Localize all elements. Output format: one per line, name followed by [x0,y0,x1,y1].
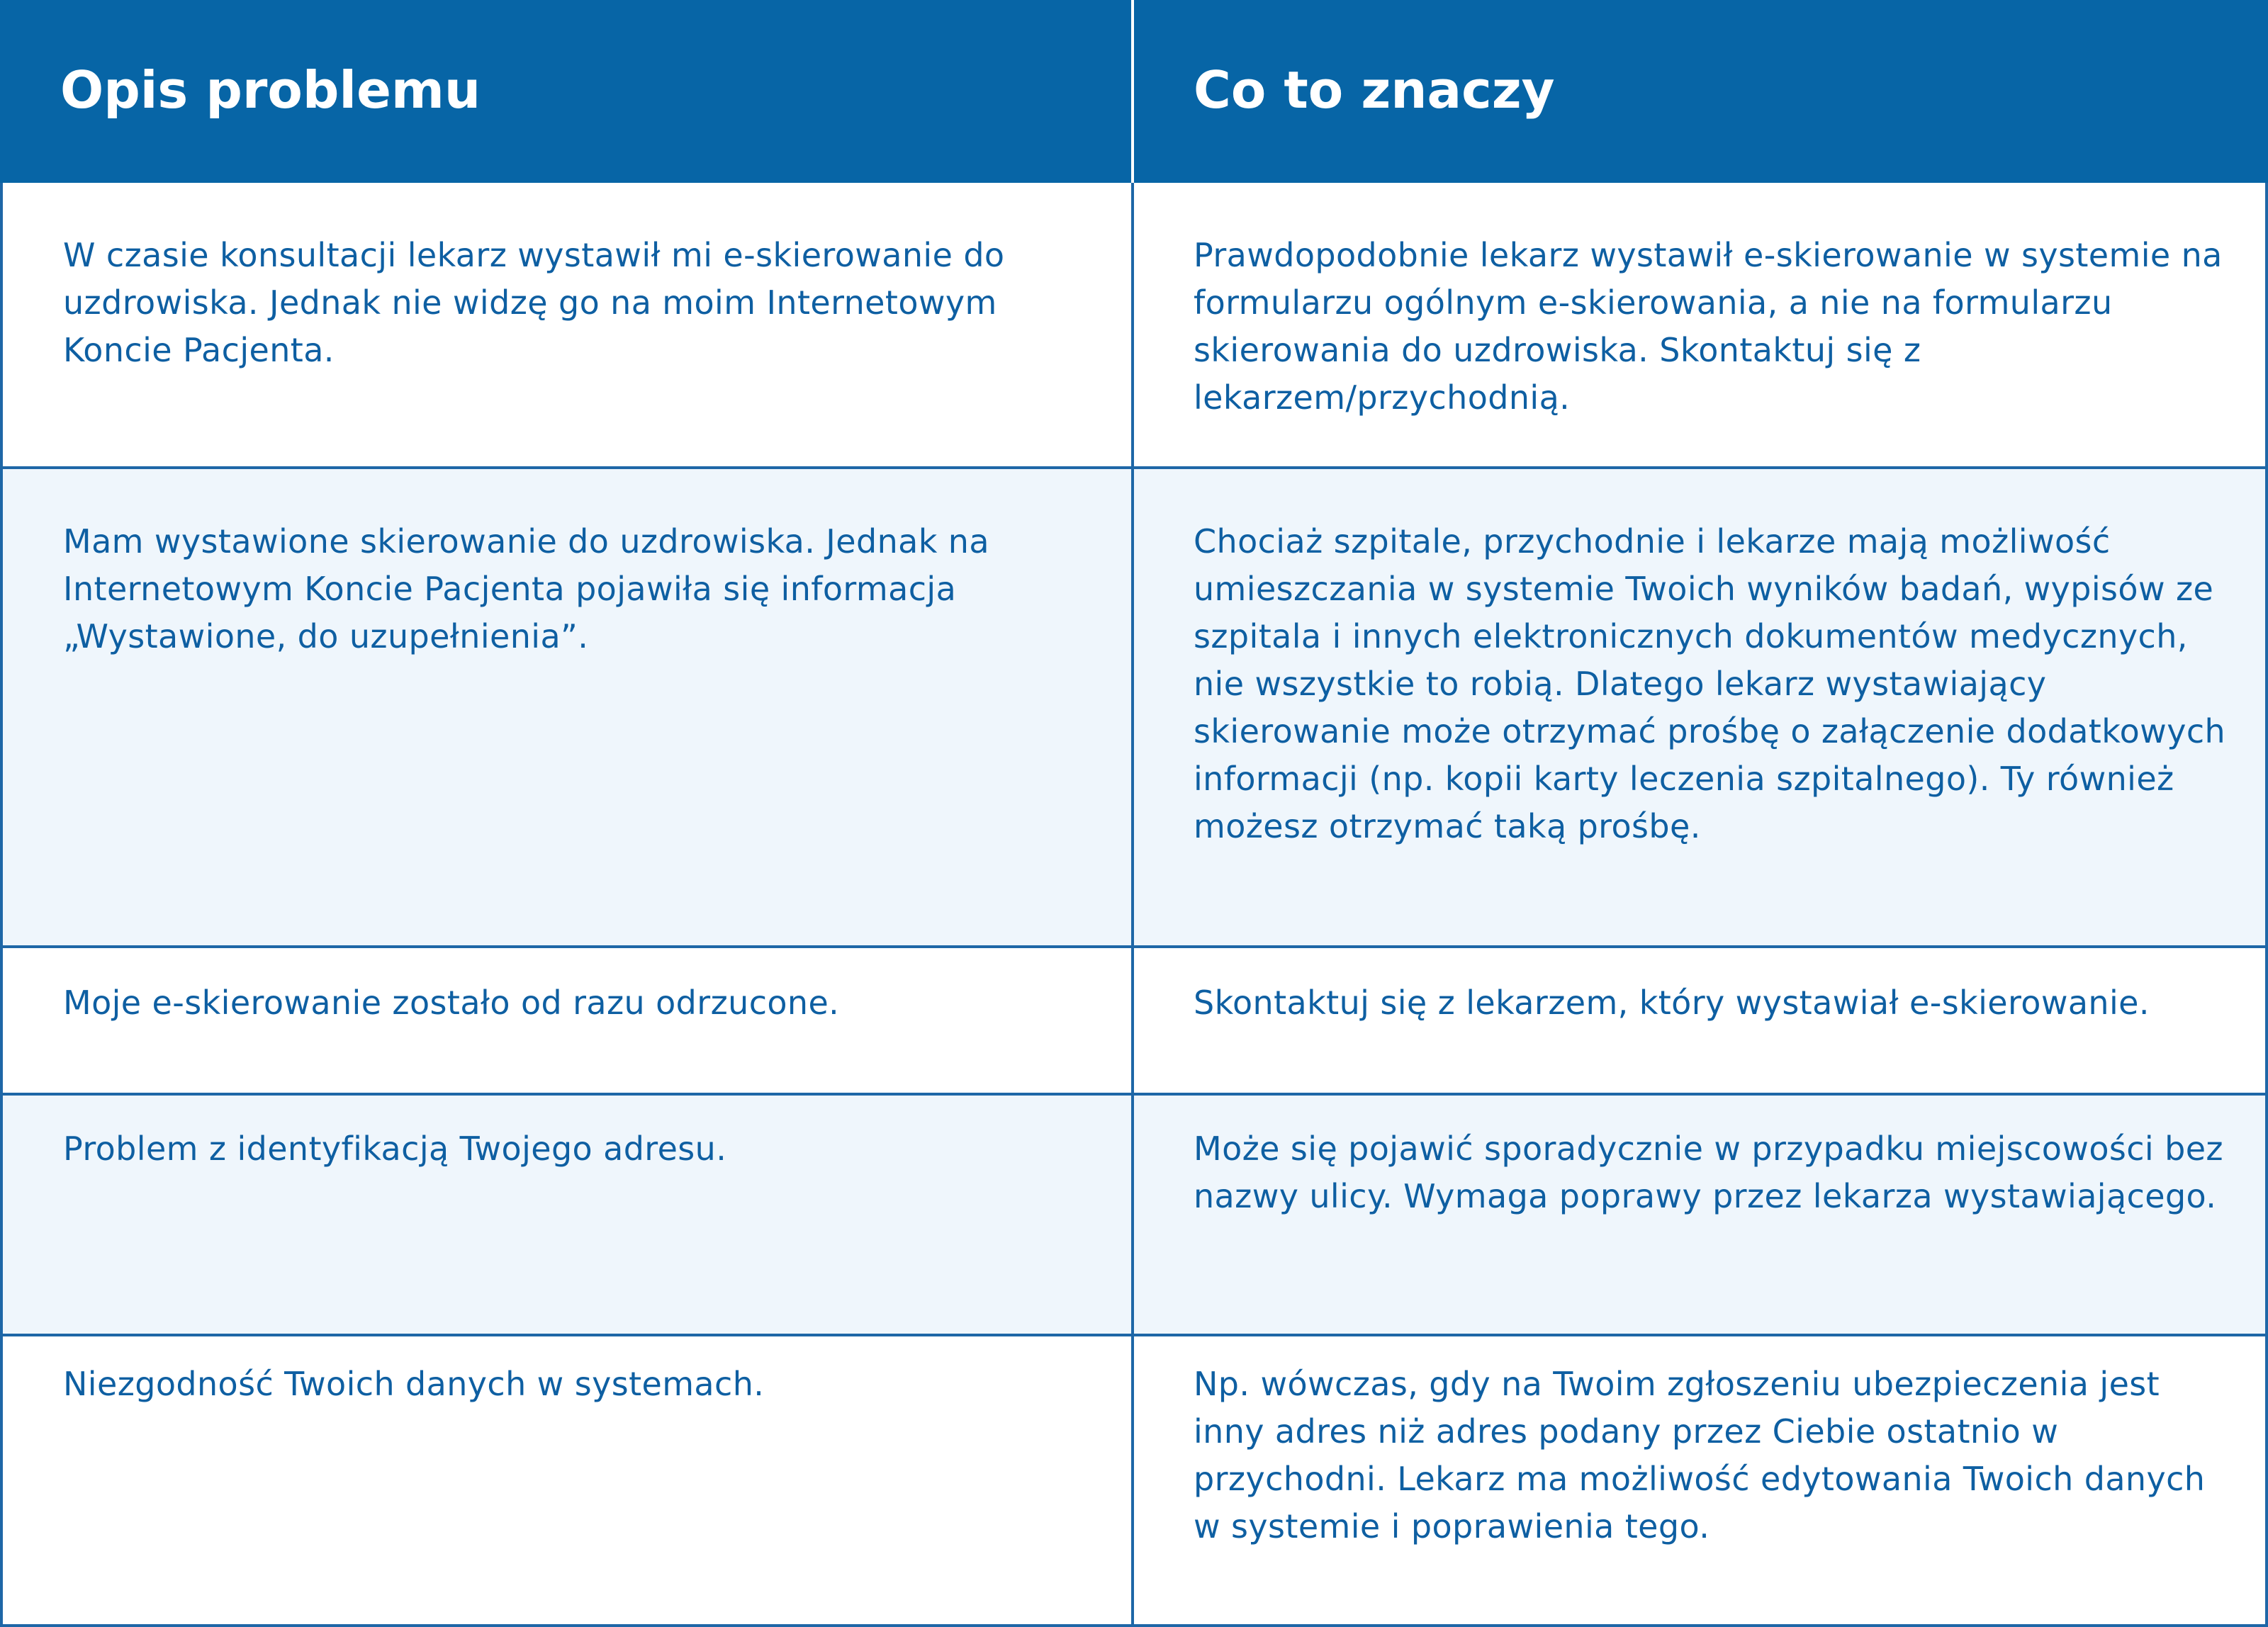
table-row-2-meaning: Chociaż szpitale, przychodnie i lekarze mają możliwość umieszczania w systemie Twoich wyników badań, wypisów ze szpitala i innych elektronicznych dokumentów medycznych, nie wszystkie to robią. Dlatego lekarz wystawiający skierowanie może otrzymać prośbę o załączenie dodatkowych informacji (np. kopii karty leczenia szpitalnego). Ty również możesz otrzymać taką prośbę. [1134,469,2268,948]
table-row-2-problem: Mam wystawione skierowanie do uzdrowiska. Jednak na Internetowym Koncie Pacjenta pojawiła się informacja „Wystawione, do uzupełnienia”. [0,469,1134,948]
table-row-1-meaning: Prawdopodobnie lekarz wystawił e-skierowanie w systemie na formularzu ogólnym e-skierowania, a nie na formularzu skierowania do uzdrowiska. Skontaktuj się z lekarzem/przychodnią. [1134,183,2268,469]
table-row-3-problem: Moje e-skierowanie zostało od razu odrzucone. [0,948,1134,1096]
table-row-1-problem: W czasie konsultacji lekarz wystawił mi e-skierowanie do uzdrowiska. Jednak nie widzę go na moim Internetowym Koncie Pacjenta. [0,183,1134,469]
header-problem-description: Opis problemu [0,0,1134,183]
table-row-5-meaning: Np. wówczas, gdy na Twoim zgłoszeniu ubezpieczenia jest inny adres niż adres podany przez Ciebie ostatnio w przychodni. Lekarz ma możliwość edytowania Twoich danych w systemie i poprawienia tego. [1134,1336,2268,1627]
header-meaning: Co to znaczy [1134,0,2268,183]
table-row-3-meaning: Skontaktuj się z lekarzem, który wystawiał e-skierowanie. [1134,948,2268,1096]
table-row-4-problem: Problem z identyfikacją Twojego adresu. [0,1096,1134,1336]
table-row-4-meaning: Może się pojawić sporadycznie w przypadku miejscowości bez nazwy ulicy. Wymaga poprawy przez lekarza wystawiającego. [1134,1096,2268,1336]
table-row-5-problem: Niezgodność Twoich danych w systemach. [0,1336,1134,1627]
